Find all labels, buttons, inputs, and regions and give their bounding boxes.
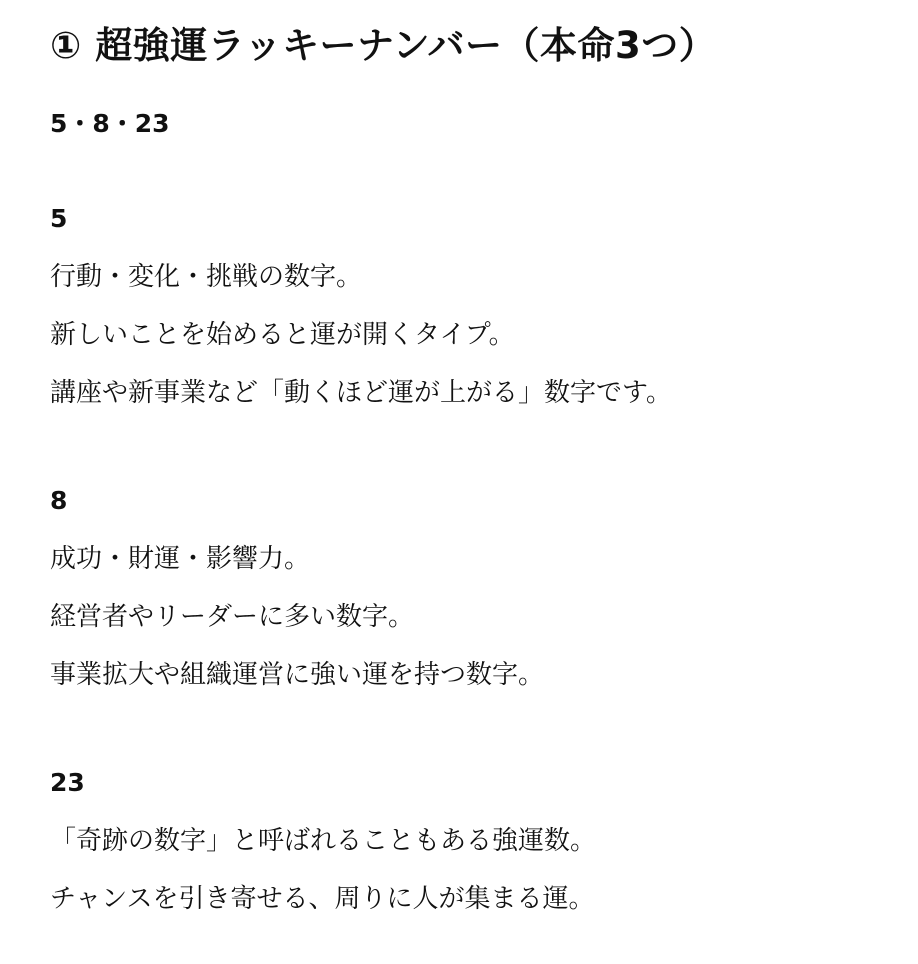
section-line: 講座や新事業など「動くほど運が上がる」数字です。 <box>50 378 672 408</box>
section-line: チャンスを引き寄せる、周りに人が集まる運。 <box>50 884 595 914</box>
section-number-8 <box>50 483 544 693</box>
section-line: 新しいことを始めると運が開くタイプ。 <box>50 320 515 350</box>
page-title: ① 超強運ラッキーナンバー（本命3つ） <box>50 24 717 67</box>
section-line: 「奇跡の数字」と呼ばれることもある強運数。 <box>50 826 597 856</box>
section-heading: 23 <box>50 768 85 797</box>
section-line: 成功・財運・影響力。 <box>50 544 311 574</box>
section-line: 事業拡大や組織運営に強い運を持つ数字。 <box>50 660 545 690</box>
lucky-numbers-summary: 5・8・23 <box>50 109 170 138</box>
section-heading: 8 <box>50 486 68 515</box>
section-line: 行動・変化・挑戦の数字。 <box>50 262 363 292</box>
section-line: 経営者やリーダーに多い数字。 <box>50 602 415 632</box>
section-number-23 <box>50 765 596 917</box>
section-heading: 5 <box>50 204 68 233</box>
section-number-5 <box>50 201 672 411</box>
